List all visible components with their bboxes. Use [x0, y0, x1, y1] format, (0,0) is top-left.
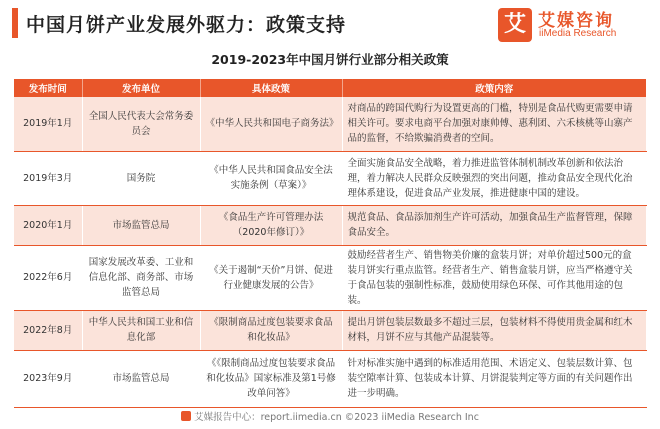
table-header-row	[14, 79, 646, 97]
logo-name-cn: 艾媒咨询	[538, 11, 614, 31]
cell-policy: 《关于遏制“天价”月饼、促进行业健康发展的公告》	[200, 245, 342, 310]
cell-policy: 《中华人民共和国食品安全法实施条例（草案）》	[200, 151, 342, 205]
table-row	[14, 310, 646, 350]
column-header-date: 发布时间	[14, 79, 82, 97]
logo-name-en: iiMedia Research	[539, 28, 617, 39]
column-header-issuer: 发布单位	[82, 79, 200, 97]
title-accent-bar	[12, 8, 18, 38]
report-icon	[181, 411, 191, 421]
cell-date: 2023年9月	[14, 350, 82, 407]
cell-policy: 《《限制商品过度包装要求食品和化妆品》国家标准及第1号修改单问答》	[200, 350, 342, 407]
cell-issuer: 国家发展改革委、工业和信息化部、商务部、市场监管总局	[82, 245, 200, 310]
cell-issuer: 全国人民代表大会常务委员会	[82, 97, 200, 151]
table-title: 2019-2023年中国月饼行业部分相关政策	[211, 52, 449, 67]
cell-policy: 《中华人民共和国电子商务法》	[200, 97, 342, 151]
cell-issuer: 市场监管总局	[82, 205, 200, 245]
cell-content: 针对标准实施中遇到的标准适用范围、术语定义、包装层数计算、包装空隙率计算、包装成本计算、月饼混装判定等方面的有关问题作出进一步明确。	[342, 350, 646, 407]
table-row	[14, 350, 646, 407]
cell-content: 对商品的跨国代购行为设置更高的门槛，特别是食品代购更需要申请相关许可。要求电商平台加强对康帅傅、惠利团、六禾核桃等山寨产品的监督，不给欺骗消费者的空间。	[342, 97, 646, 151]
column-header-policy: 具体政策	[200, 79, 342, 97]
column-header-content: 政策内容	[342, 79, 646, 97]
cell-content: 提出月饼包装层数最多不超过三层，包装材料不得使用贵金属和红木材料，月饼不应与其他产品混装等。	[342, 310, 646, 350]
page-title: 中国月饼产业发展外驱力：政策支持	[26, 14, 347, 36]
table-row	[14, 245, 646, 310]
cell-date: 2022年6月	[14, 245, 82, 310]
cell-issuer: 国务院	[82, 151, 200, 205]
footer	[0, 409, 660, 423]
cell-content: 全面实施食品安全战略，着力推进监管体制机制改革创新和依法治理，着力解决人民群众反映强烈的突出问题，推动食品安全现代化治理体系建设，促进食品产业发展，推进健康中国的建设。	[342, 151, 646, 205]
policy-table	[14, 79, 647, 408]
cell-policy: 《食品生产许可管理办法（2020年修订）》	[200, 205, 342, 245]
table-row	[14, 97, 646, 151]
logo-icon: 艾	[498, 8, 532, 42]
footer-text: 艾媒报告中心：report.iimedia.cn ©2023 iiMedia Research Inc	[194, 412, 479, 423]
brand-logo	[498, 6, 648, 46]
cell-content: 规范食品、食品添加剂生产许可活动，加强食品生产监督管理，保障食品安全。	[342, 205, 646, 245]
table-row	[14, 151, 646, 205]
table-row	[14, 205, 646, 245]
cell-content: 鼓励经营者生产、销售物美价廉的盒装月饼；对单价超过500元的盒装月饼实行重点监管。经营者生产、销售盒装月饼，应当严格遵守关于食品包装的强制性标准，鼓励使用绿色环保、可作其他用途的包装。	[342, 245, 646, 310]
cell-date: 2022年8月	[14, 310, 82, 350]
cell-date: 2020年1月	[14, 205, 82, 245]
cell-issuer: 市场监管总局	[82, 350, 200, 407]
cell-issuer: 中华人民共和国工业和信息化部	[82, 310, 200, 350]
cell-date: 2019年1月	[14, 97, 82, 151]
cell-policy: 《限制商品过度包装要求食品和化妆品》	[200, 310, 342, 350]
cell-date: 2019年3月	[14, 151, 82, 205]
